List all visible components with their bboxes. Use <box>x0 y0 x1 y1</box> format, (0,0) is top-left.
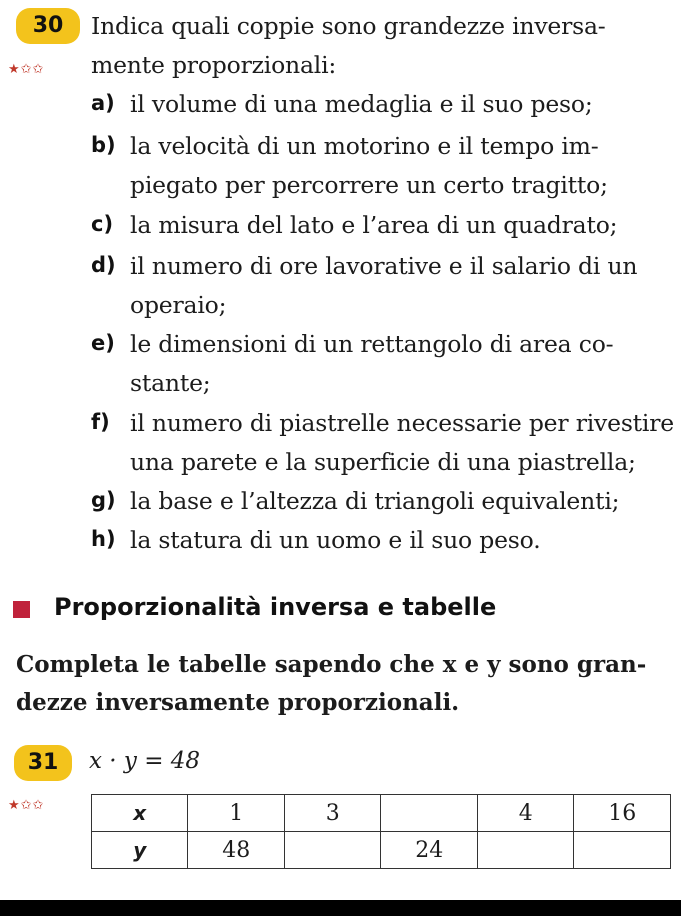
values-table <box>91 794 671 869</box>
table-cell[interactable] <box>574 832 671 869</box>
difficulty-stars: ★✩✩ <box>8 62 45 77</box>
exercise-number-badge: 31 <box>14 745 72 781</box>
table-cell: 1 <box>188 795 285 832</box>
item-b-line-2: piegato per percorrere un certo tragitto; <box>130 171 608 199</box>
item-letter-a: a) <box>91 91 115 115</box>
table-cell: 3 <box>284 795 380 832</box>
table-cell: 4 <box>477 795 573 832</box>
table-cell: 48 <box>188 832 285 869</box>
item-f-line-2: una parete e la superficie di una piastrella; <box>130 448 636 476</box>
exercise-prompt-line-1: Indica quali coppie sono grandezze inversa- <box>91 12 606 40</box>
item-c-line-1: la misura del lato e l’area di un quadrato; <box>130 211 618 239</box>
section-instruction-line-2: dezze inversamente proporzionali. <box>16 689 460 716</box>
item-h-line-1: la statura di un uomo e il suo peso. <box>130 526 541 554</box>
item-letter-b: b) <box>91 133 116 157</box>
item-f-line-1: il numero di piastrelle necessarie per rivestire <box>130 409 674 437</box>
item-letter-g: g) <box>91 488 116 512</box>
item-letter-c: c) <box>91 212 114 236</box>
item-letter-e: e) <box>91 331 115 355</box>
section-marker <box>13 601 30 618</box>
item-a-line-1: il volume di una medaglia e il suo peso; <box>130 90 593 118</box>
item-e-line-1: le dimensioni di un rettangolo di area co- <box>130 330 614 358</box>
exercise-number-badge: 30 <box>16 8 80 44</box>
section-instruction-line-1: Completa le tabelle sapendo che x e y sono gran- <box>16 651 647 678</box>
table-cell[interactable] <box>477 832 573 869</box>
item-e-line-2: stante; <box>130 369 211 397</box>
item-g-line-1: la base e l’altezza di triangoli equivalenti; <box>130 487 620 515</box>
item-letter-f: f) <box>91 410 110 434</box>
table-cell: 16 <box>574 795 671 832</box>
exercise-prompt-line-2: mente proporzionali: <box>91 51 337 79</box>
formula: x · y = 48 <box>89 748 201 774</box>
bottom-edge-bar <box>0 900 681 916</box>
item-letter-h: h) <box>91 527 116 551</box>
item-b-line-1: la velocità di un motorino e il tempo im- <box>130 132 599 160</box>
table-header-x: x <box>92 795 188 832</box>
item-d-line-2: operaio; <box>130 291 227 319</box>
table-header-y: y <box>92 832 188 869</box>
table-cell: 24 <box>381 832 478 869</box>
table-row <box>92 832 671 869</box>
item-letter-d: d) <box>91 253 116 277</box>
difficulty-stars: ★✩✩ <box>8 798 45 813</box>
table-cell[interactable] <box>284 832 380 869</box>
item-d-line-1: il numero di ore lavorative e il salario di un <box>130 252 638 280</box>
section-title: Proporzionalità inversa e tabelle <box>54 593 497 621</box>
table-cell[interactable] <box>381 795 478 832</box>
table-row <box>92 795 671 832</box>
